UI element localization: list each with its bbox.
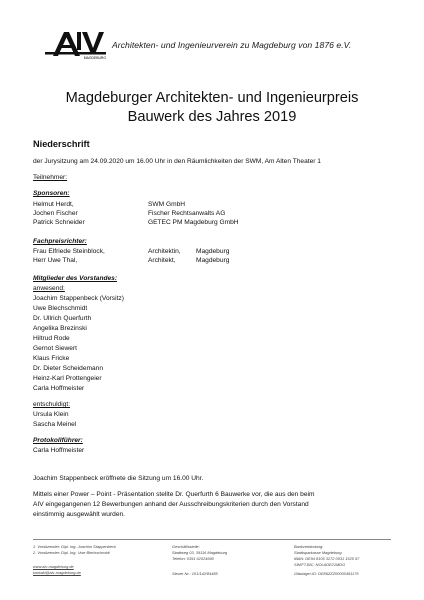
header-tagline: Architekten- und Ingenieurverein zu Magdeburg von 1876 e.V. [112, 40, 352, 50]
board-member: Gernot Siewert [33, 345, 77, 352]
board-member: Dr. Dieter Scheidemann [33, 365, 104, 372]
excused-label: entschuldigt: [33, 401, 71, 408]
board-member: Dr. Ullrich Querfurth [33, 315, 92, 322]
sponsor-org: Fischer Rechtsanwalts AG [148, 210, 226, 217]
paragraph-line: Mittels einer Power – Point - Präsentation stellte Dr. Querfurth 6 Bauwerke vor, die aus den beim [33, 491, 315, 498]
judge-role: Architektin, [148, 248, 181, 255]
judge-city: Magdeburg [196, 257, 230, 264]
aiv-logo [44, 30, 108, 60]
minutes-taker-label: Protokollführer: [33, 437, 83, 444]
board-member: Heinz-Karl Prottengeier [33, 375, 102, 382]
excused-member: Sascha Meinel [33, 421, 77, 428]
sponsor-org: SWM GmbH [148, 201, 185, 208]
footer-office-label: Geschäftsstelle: [172, 544, 200, 549]
footer-office-phone: Telefon: 0391 62024690 [172, 556, 214, 561]
excused-member: Ursula Klein [33, 411, 69, 418]
judge-role: Architekt, [148, 257, 176, 264]
logo-subtext: MAGDEBURG [83, 56, 106, 60]
opening-sentence: Joachim Stappenbeck eröffnete die Sitzung um 16.00 Uhr. [33, 475, 204, 482]
footer-creditor-id: Gläubiger-ID: DE86ZZZ00000491176 [294, 571, 359, 576]
paragraph-line: AIV eingegangenen 12 Bewerbungen anhand der Ausschreibungskriterien durch den Vorstand [33, 501, 309, 508]
footer-iban: IBAN: DE94 8105 3272 0031 1525 57 [294, 556, 360, 561]
board-label: Mitglieder des Vorstandes: [33, 275, 118, 282]
sponsor-name: Patrick Schneider [33, 219, 85, 226]
footer-bank-label: Bankverbindung: [294, 544, 324, 549]
footer-chair-2: 2. Vorsitzender: Dipl. Ing. Uwe Blechschmidt [33, 550, 110, 555]
title-line-2: Bauwerk des Jahres 2019 [127, 109, 297, 125]
footer-email-link[interactable]: kontakt@aiv-magdeburg.de [33, 570, 81, 575]
footer-website-link[interactable]: www.aiv-magdeburg.de [33, 564, 74, 569]
judges-label: Fachpreisrichter: [33, 238, 87, 245]
footer-chair-1: 1. Vorsitzender: Dipl. Ing. Joachim Stappenbeck [33, 544, 116, 549]
footer-divider [33, 539, 391, 540]
judge-name: Herr Uwe Thal, [33, 257, 78, 264]
sponsor-name: Helmut Herdt, [33, 201, 74, 208]
footer-bank-name: Stadtsparkasse Magdeburg [294, 550, 342, 555]
judge-city: Magdeburg [196, 248, 230, 255]
board-member: Hiltrud Rode [33, 335, 70, 342]
board-member: Klaus Fricke [33, 355, 70, 362]
paragraph-line: einstimmig ausgewählt wurden. [33, 511, 125, 518]
board-member: Carla Hoffmeister [33, 385, 85, 392]
footer-office-address: Stadtweg 03, 39116 Magdeburg [172, 550, 228, 555]
sponsors-label: Sponsoren: [33, 190, 70, 197]
intro-text: der Jurysitzung am 24.09.2020 um 16.00 Uhr in den Räumlichkeiten der SWM, Am Alten Theater 1 [33, 158, 321, 165]
board-member: Joachim Stappenbeck (Vorsitz) [33, 295, 124, 302]
participants-label: Teilnehmer: [33, 174, 68, 181]
title-line-1: Magdeburger Architekten- und Ingenieurpreis [65, 90, 359, 106]
board-member: Angelika Brezinski [33, 325, 87, 332]
sponsor-name: Jochen Fischer [33, 210, 78, 217]
footer-swift: SWIFT-BIC: NOLADE21MDG [294, 562, 346, 567]
judge-name: Frau Elfriede Steinblock, [33, 248, 105, 255]
present-label: anwesend: [33, 285, 65, 292]
sponsor-org: GETEC PM Magdeburg GmbH [148, 219, 239, 226]
document-heading: Niederschrift [33, 139, 90, 149]
board-member: Uwe Blechschmidt [33, 305, 88, 312]
minutes-taker-name: Carla Hoffmeister [33, 447, 85, 454]
footer-tax-number: Steuer Nr.: 101/142/84485 [172, 571, 218, 576]
